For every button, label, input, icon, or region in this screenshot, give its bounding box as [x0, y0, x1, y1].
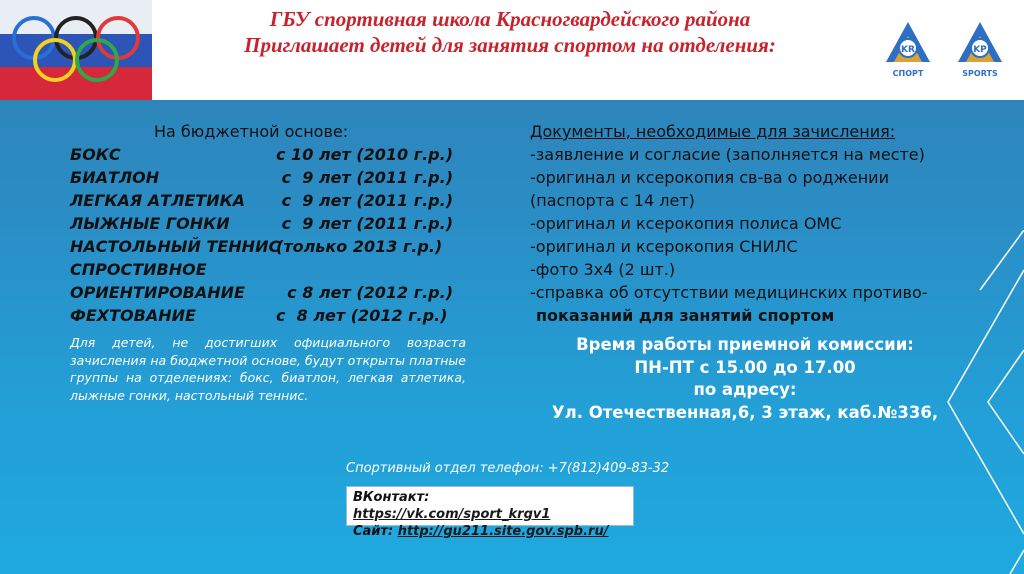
- sport-row: [70, 189, 490, 212]
- kr-sports-emblem-icon: [958, 22, 1002, 78]
- site-label: Сайт:: [353, 524, 398, 539]
- document-item: -оригинал и ксерокопия полиса ОМС: [530, 214, 842, 233]
- commission-line-4: Ул. Отечественная,6, 3 этаж, каб.№336,: [551, 402, 939, 422]
- sport-row: [70, 258, 490, 281]
- site-link[interactable]: http://gu211.site.gov.spb.ru/: [397, 524, 609, 539]
- vk-link[interactable]: https://vk.com/sport_krgv1: [353, 507, 551, 522]
- commission-line-1: Время работы приемной комиссии:: [576, 335, 914, 354]
- sport-name: ФЕХТОВАНИЕ: [70, 306, 196, 325]
- sport-name: ЛЫЖНЫЕ ГОНКИ: [70, 214, 230, 233]
- logo-right-mark: KP: [973, 45, 987, 55]
- sport-name: ЛЕГКАЯ АТЛЕТИКА: [70, 191, 246, 210]
- sport-name: БИАТЛОН: [70, 168, 160, 187]
- sport-row: [70, 212, 490, 235]
- sport-age: с 8 лет (2012 г.р.): [276, 306, 448, 325]
- documents-last-line: показаний для занятий спортом: [536, 306, 835, 325]
- sport-age: с 10 лет (2010 г.р.): [276, 145, 453, 164]
- document-item: -оригинал и ксерокопия СНИЛС: [530, 237, 798, 256]
- sports-list: [70, 143, 490, 327]
- page-title: [160, 6, 860, 58]
- contact-box: [346, 486, 634, 539]
- sport-name: НАСТОЛЬНЫЙ ТЕННИС: [70, 237, 281, 256]
- sport-age: с 8 лет (2012 г.р.): [276, 283, 454, 302]
- title-line-1: ГБУ спортивная школа Красногвардейского района: [269, 7, 751, 31]
- vk-row: [353, 489, 627, 523]
- sport-age: с 9 лет (2011 г.р.): [276, 191, 454, 210]
- commission-line-3: по адресу:: [693, 380, 797, 399]
- kr-sport-emblem-icon: [886, 22, 930, 78]
- sport-name: СПРОСТИВНОЕ: [70, 260, 207, 279]
- sport-row: [70, 281, 490, 304]
- paid-groups-note: Для детей, не достигших официального возраста зачисления на бюджетной основе, будут открыты платные группы на отделениях: бокс, биатлон, легкая атлетика, лыжные гонки, настольный теннис.: [70, 335, 466, 403]
- sport-row: [70, 235, 490, 258]
- commission-info: [520, 334, 970, 424]
- commission-line-2: ПН-ПТ с 15.00 до 17.00: [634, 357, 856, 377]
- document-item: -заявление и согласие (заполняется на месте): [530, 145, 925, 164]
- documents-section: [530, 120, 1000, 327]
- document-item: -оригинал и ксерокопия св-ва о роджении: [530, 168, 889, 187]
- sport-row: [70, 304, 490, 327]
- budget-section: [70, 120, 490, 327]
- budget-heading: На бюджетной основе:: [154, 122, 349, 141]
- sport-age: (только 2013 г.р.): [276, 237, 443, 256]
- sport-row: [70, 143, 490, 166]
- vk-label: ВКонтакт:: [353, 490, 430, 505]
- sport-age: с 9 лет (2011 г.р.): [276, 214, 454, 233]
- sport-name: БОКС: [70, 145, 121, 164]
- sport-age: [276, 258, 490, 281]
- phone-info: Спортивный отдел телефон: +7(812)409-83-32: [346, 461, 670, 476]
- sport-age: с 9 лет (2011 г.р.): [276, 168, 454, 187]
- document-item: -фото 3х4 (2 шт.): [530, 260, 676, 279]
- sport-name: ОРИЕНТИРОВАНИЕ: [70, 283, 245, 302]
- site-row: [353, 523, 627, 540]
- logo-left-caption: СПОРТ: [892, 69, 924, 78]
- documents-list: [530, 143, 1000, 304]
- sport-row: [70, 166, 490, 189]
- decorative-lines: [940, 230, 1024, 574]
- logo-right-caption: SPORTS: [962, 69, 998, 78]
- documents-heading: Документы, необходимые для зачисления:: [530, 122, 896, 141]
- document-item: -справка об отсутствии медицинских противо-: [530, 283, 928, 302]
- title-line-2: Приглашает детей для занятия спортом на отделения:: [244, 33, 776, 57]
- sport-logos: [872, 4, 1016, 96]
- document-item: (паспорта с 14 лет): [530, 191, 695, 210]
- logo-left-mark: KR: [901, 45, 915, 55]
- olympic-rings-icon: [0, 0, 152, 100]
